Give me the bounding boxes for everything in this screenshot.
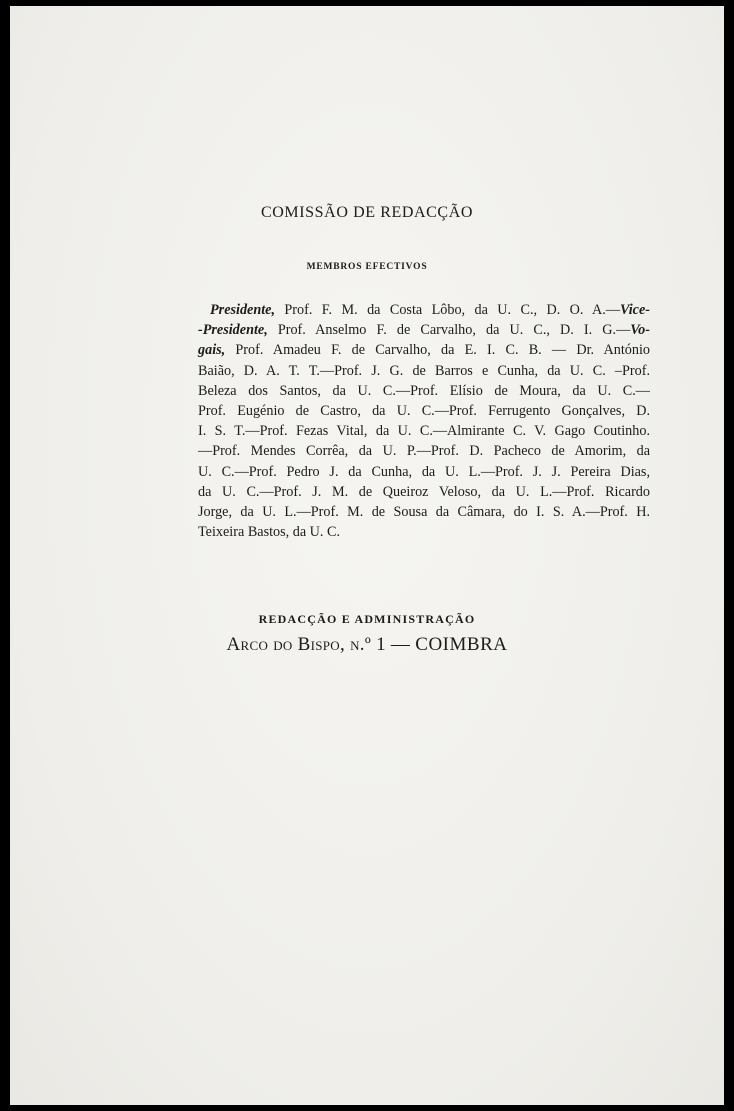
members-line xyxy=(198,482,650,502)
members-paragraph xyxy=(198,300,650,542)
member-text: da U. C.—Prof. J. M. de Queiroz Veloso, da U. L.—Prof. Ricardo xyxy=(198,483,650,500)
members-line xyxy=(198,421,650,441)
member-text: U. C.—Prof. Pedro J. da Cunha, da U. L.—Prof. J. J. Pereira Dias, xyxy=(198,463,650,480)
role-label: gais, xyxy=(198,342,226,359)
member-text: —Prof. Mendes Corrêa, da U. P.—Prof. D. Pacheco de Amorim, da xyxy=(198,443,650,460)
member-text: Teixeira Bastos, da U. C. xyxy=(198,524,341,541)
member-text: Jorge, da U. L.—Prof. M. de Sousa da Câmara, do I. S. A.—Prof. H. xyxy=(198,504,650,521)
members-line xyxy=(198,300,650,320)
address-street: Arco do Bispo, n.º 1 — xyxy=(226,634,416,655)
role-label: Vice- xyxy=(620,302,650,318)
members-line xyxy=(198,462,650,482)
role-label: Presidente, xyxy=(210,302,276,318)
members-line xyxy=(198,401,650,421)
members-line xyxy=(198,320,650,340)
admin-heading: REDACÇÃO E ADMINISTRAÇÃO xyxy=(258,612,476,626)
role-label: -Presidente, xyxy=(198,322,268,339)
members-line xyxy=(198,340,650,360)
address-line xyxy=(0,634,734,656)
member-text: Prof. Amadeu F. de Carvalho, da E. I. C. B. — Dr. António xyxy=(225,342,650,359)
member-text: Beleza dos Santos, da U. C.—Prof. Elísio de Moura, da U. C.— xyxy=(198,382,650,399)
members-line xyxy=(198,502,650,522)
role-label: Vo- xyxy=(630,322,650,339)
member-text: I. S. T.—Prof. Fezas Vital, da U. C.—Almirante C. V. Gago Coutinho. xyxy=(198,423,650,440)
members-line xyxy=(198,381,650,401)
member-text: Prof. Anselmo F. de Carvalho, da U. C., D. I. G.— xyxy=(267,322,631,339)
member-text: Baião, D. A. T. T.—Prof. J. G. de Barros e Cunha, da U. C. –Prof. xyxy=(198,362,650,379)
section-heading: MEMBROS EFECTIVOS xyxy=(306,262,428,272)
member-text: Prof. Eugénio de Castro, da U. C.—Prof. Ferrugento Gonçalves, D. xyxy=(198,403,650,420)
member-text: Prof. F. M. da Costa Lôbo, da U. C., D. O. A.— xyxy=(275,302,621,318)
document-page xyxy=(10,6,724,1105)
members-line xyxy=(198,522,650,542)
members-line xyxy=(198,441,650,461)
address-city: COIMBRA xyxy=(415,634,508,655)
committee-title: COMISSÃO DE REDACÇÃO xyxy=(260,204,474,221)
members-line xyxy=(198,361,650,381)
